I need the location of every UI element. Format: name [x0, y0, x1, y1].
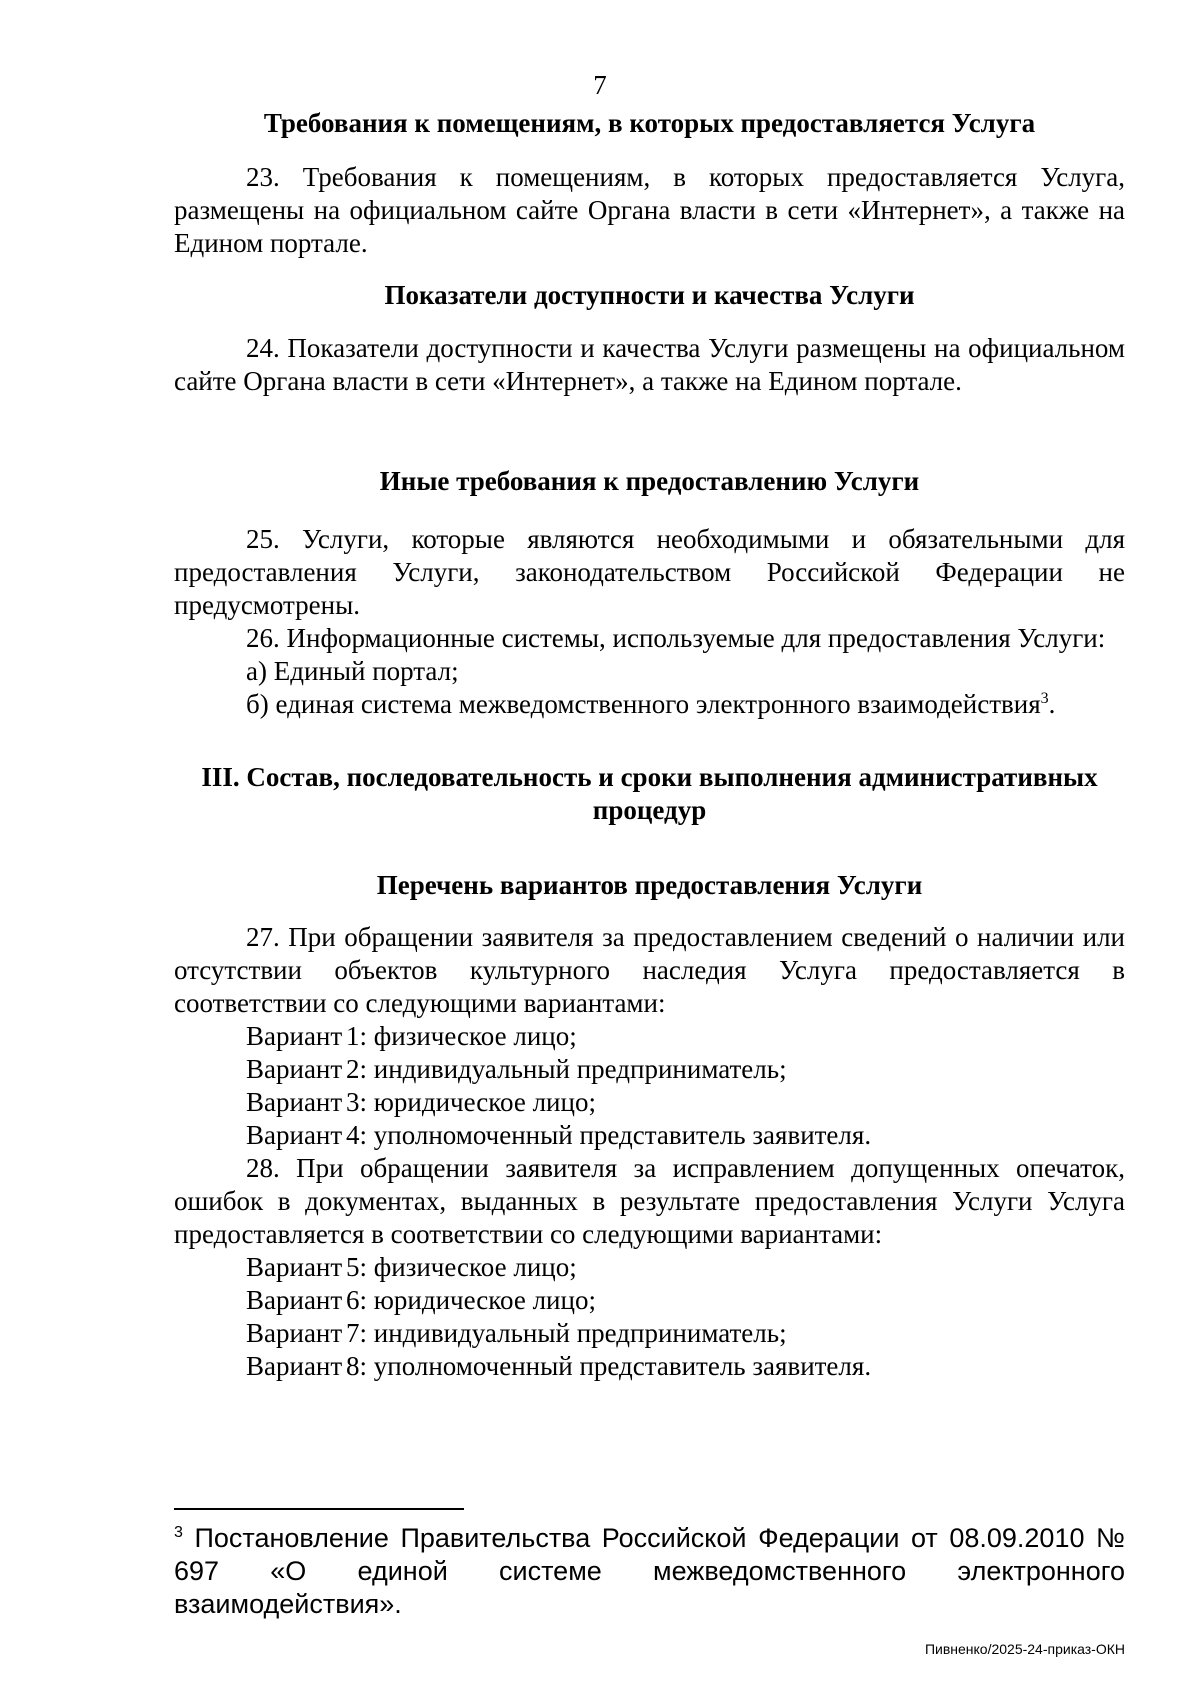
footnote-text: Постановление Правительства Российской Федерации от 08.09.2010 № 697 «О единой системе межведомственного электронного взаимодействия».: [174, 1523, 1125, 1619]
variant-text: : физическое лицо;: [359, 1252, 577, 1282]
section-other-requirements: [174, 523, 1125, 721]
chapter-heading-iii: III. Состав, последовательность и сроки выполнения административных процедур: [201, 762, 1098, 825]
list-item-a: а) Единый портал;: [246, 656, 459, 686]
variant-item: [174, 1317, 1125, 1350]
variant-label: Вариант: [246, 1285, 343, 1315]
variant-number: 4: [346, 1120, 360, 1150]
variant-item: [174, 1119, 1125, 1152]
paragraph-23: 23. Требования к помещениям, в которых предоставляется Услуга, размещены на официальном сайте Органа власти в сети «Интернет», а также на Едином портале.: [174, 162, 1125, 258]
variant-item: [174, 1284, 1125, 1317]
document-code: Пивненко/2025-24-приказ-ОКН: [924, 1641, 1125, 1657]
paragraph-25: 25. Услуги, которые являются необходимыми и обязательными для предоставления Услуги, законодательством Российской Федерации не предусмотрены.: [174, 524, 1125, 620]
variant-number: 1: [346, 1021, 360, 1051]
variant-text: : уполномоченный представитель заявителя.: [359, 1351, 872, 1381]
heading-variants: Перечень вариантов предоставления Услуги: [376, 870, 923, 900]
paragraph-26: 26. Информационные системы, используемые для предоставления Услуги:: [246, 623, 1106, 653]
variant-text: : юридическое лицо;: [359, 1285, 596, 1315]
variant-number: 7: [346, 1318, 360, 1348]
variant-item: [174, 1020, 1125, 1053]
list-item-b-text: б) единая система межведомственного электронного взаимодействия: [246, 689, 1041, 719]
paragraph-27: 27. При обращении заявителя за предоставлением сведений о наличии или отсутствии объектов культурного наследия Услуга предоставляется в соответствии со следующими вариантами:: [174, 922, 1125, 1018]
footnote-mark: 3: [174, 1524, 183, 1541]
variant-text: : уполномоченный представитель заявителя.: [359, 1120, 872, 1150]
footnote-reference: 3: [1040, 690, 1049, 707]
paragraph-24: 24. Показатели доступности и качества Услуги размещены на официальном сайте Органа власти в сети «Интернет», а также на Едином портале.: [174, 333, 1125, 396]
heading-premises: Требования к помещениям, в которых предоставляется Услуга: [263, 108, 1036, 138]
variant-text: : индивидуальный предприниматель;: [359, 1054, 787, 1084]
heading-accessibility: Показатели доступности и качества Услуги: [384, 280, 915, 310]
variant-number: 2: [346, 1054, 360, 1084]
variant-item: [174, 1251, 1125, 1284]
variants-list-28: [174, 1251, 1125, 1383]
variant-item: [174, 1053, 1125, 1086]
section-variants: [174, 921, 1125, 1383]
variant-text: : юридическое лицо;: [359, 1087, 596, 1117]
footnote: [174, 1522, 1125, 1621]
variant-number: 5: [346, 1252, 360, 1282]
variant-label: Вариант: [246, 1351, 343, 1381]
variant-label: Вариант: [246, 1054, 343, 1084]
variant-number: 3: [346, 1087, 360, 1117]
footnote-separator: [174, 1508, 464, 1510]
list-item-b: [174, 688, 1125, 721]
variants-list-27: [174, 1020, 1125, 1152]
variant-item: [174, 1086, 1125, 1119]
variant-number: 8: [346, 1351, 360, 1381]
list-item-b-end: .: [1048, 689, 1056, 719]
variant-item: [174, 1350, 1125, 1383]
page-number: 7: [593, 70, 607, 100]
variant-label: Вариант: [246, 1318, 343, 1348]
variant-label: Вариант: [246, 1252, 343, 1282]
variant-label: Вариант: [246, 1021, 343, 1051]
heading-other-requirements: Иные требования к предоставлению Услуги: [379, 466, 920, 496]
paragraph-28: 28. При обращении заявителя за исправлением допущенных опечаток, ошибок в документах, выданных в результате предоставления Услуги Услуга предоставляется в соответствии со следующими вариантами:: [174, 1153, 1125, 1249]
variant-label: Вариант: [246, 1120, 343, 1150]
variant-label: Вариант: [246, 1087, 343, 1117]
variant-text: : физическое лицо;: [359, 1021, 577, 1051]
variant-number: 6: [346, 1285, 360, 1315]
variant-text: : индивидуальный предприниматель;: [359, 1318, 787, 1348]
